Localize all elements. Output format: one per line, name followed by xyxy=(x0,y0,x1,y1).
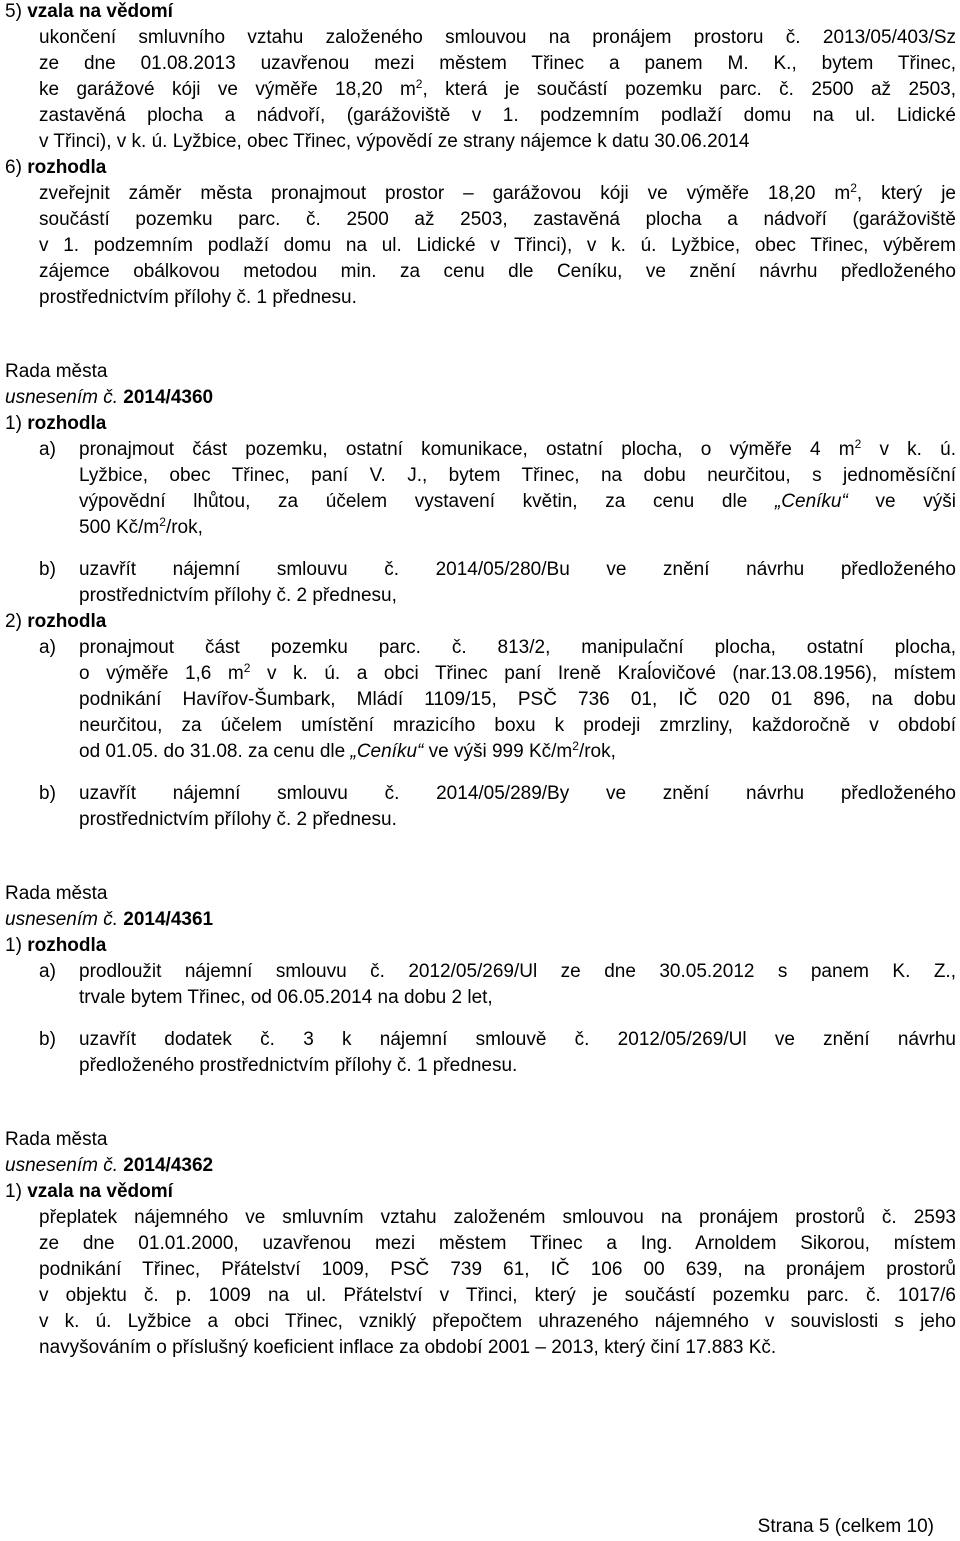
paragraph-label: a) xyxy=(39,961,56,982)
council-heading xyxy=(5,1128,107,1152)
resolution-label: usnesením č. xyxy=(5,1155,118,1176)
paragraph-line: ze dne 01.08.2013 uzavřenou mezi městem Třinec a panem M. K., bytem Třinec, xyxy=(39,53,956,74)
text-run: /rok, xyxy=(578,741,616,762)
paragraph-line: uzavřít nájemní smlouvu č. 2014/05/280/Bu ve znění návrhu předloženého xyxy=(79,559,956,580)
council-name: Rada města xyxy=(5,361,108,382)
item-number: 5) xyxy=(5,1,22,22)
item-heading xyxy=(5,1180,173,1204)
paragraph-line: ukončení smluvního vztahu založeného smlouvou na pronájem prostoru č. 2013/05/403/Sz xyxy=(39,27,956,48)
resolution-heading xyxy=(5,1154,213,1178)
line-content xyxy=(79,439,956,460)
text-run: zveřejnit záměr města pronajmout prostor – garážovou kóji ve výměře 18,20 m xyxy=(39,183,851,204)
line-content xyxy=(79,663,956,684)
text-run: v k. ú. a obci Třinec paní Ireně Kraĺovičové (nar.13.08.1956), místem xyxy=(250,663,956,684)
paragraph-line: uzavřít nájemní smlouvu č. 2014/05/289/By ve znění návrhu předloženého xyxy=(79,783,956,804)
item-heading xyxy=(5,412,106,436)
paragraph-line: prostřednictvím přílohy č. 1 přednesu. xyxy=(39,287,357,308)
item-heading-text: rozhodla xyxy=(27,611,107,632)
paragraph-line: v 1. podzemním podlaží domu na ul. Lidické v Třinci), v k. ú. Lyžbice, obec Třinec, výběrem xyxy=(39,235,956,256)
item-number: 1) xyxy=(5,1181,22,1202)
paragraph-line xyxy=(79,740,956,764)
paragraph-label: a) xyxy=(39,439,56,460)
line-content xyxy=(79,491,956,512)
paragraph-line: prostřednictvím přílohy č. 2 přednesu. xyxy=(79,809,397,830)
paragraph-line: zastavěná plocha a nádvoří, (garážoviště v 1. podzemním podlaží domu na ul. Lidické xyxy=(39,105,956,126)
resolution-heading xyxy=(5,386,213,410)
paragraph-line: přeplatek nájemného ve smluvním vztahu založeném smlouvou na pronájem prostorů č. 2593 xyxy=(39,1207,956,1228)
paragraph-line: prostřednictvím přílohy č. 2 přednesu, xyxy=(79,585,397,606)
italic-term: „Ceníku“ xyxy=(774,491,848,512)
text-run: od 01.05. do 31.08. za cenu dle xyxy=(79,741,351,762)
item-number: 1) xyxy=(5,413,22,434)
paragraph-line xyxy=(79,516,956,540)
superscript: 2 xyxy=(243,661,251,675)
item-heading-text: rozhodla xyxy=(27,935,107,956)
item-heading xyxy=(5,934,106,958)
council-name: Rada města xyxy=(5,1129,108,1150)
paragraph-line: ze dne 01.01.2000, uzavřenou mezi městem Třinec a Ing. Arnoldem Sikorou, místem xyxy=(39,1233,956,1254)
paragraph-label: b) xyxy=(39,559,56,580)
line-content xyxy=(39,79,956,100)
item-number: 6) xyxy=(5,157,22,178)
text-run: pronajmout část pozemku, ostatní komunikace, ostatní plocha, o výměře 4 m xyxy=(79,439,855,460)
item-heading xyxy=(5,610,106,634)
paragraph-line xyxy=(79,438,956,462)
council-heading xyxy=(5,360,107,384)
paragraph-line: pronajmout část pozemku parc. č. 813/2, manipulační plocha, ostatní plocha, xyxy=(79,637,956,658)
paragraph-label: b) xyxy=(39,783,56,804)
paragraph-line xyxy=(79,490,956,514)
resolution-number: 2014/4361 xyxy=(123,909,214,930)
text-run: o výměře 1,6 m xyxy=(79,663,244,684)
resolution-number: 2014/4360 xyxy=(123,387,214,408)
text-run: /rok, xyxy=(165,517,203,538)
line-content xyxy=(79,517,203,538)
paragraph-label: a) xyxy=(39,637,56,658)
item-heading-text: rozhodla xyxy=(27,413,107,434)
item-heading xyxy=(5,156,106,180)
paragraph-line: neurčitou, za účelem umístění mrazicího boxu k prodeji zmrzliny, každoročně v období xyxy=(79,715,956,736)
item-number: 1) xyxy=(5,935,22,956)
text-run: 500 Kč/m xyxy=(79,517,160,538)
resolution-label: usnesením č. xyxy=(5,387,118,408)
text-run: ve výši 999 Kč/m xyxy=(423,741,573,762)
resolution-number: 2014/4362 xyxy=(123,1155,214,1176)
superscript: 2 xyxy=(850,181,857,195)
text-run: , která je součástí pozemku parc. č. 2500 až 2503, xyxy=(422,79,956,100)
paragraph-line: podnikání Třinec, Přátelství 1009, PSČ 739 61, IČ 106 00 639, na pronájem prostorů xyxy=(39,1259,956,1280)
superscript: 2 xyxy=(415,77,423,91)
italic-term: „Ceníku“ xyxy=(350,741,424,762)
text-run: , který je xyxy=(856,183,956,204)
paragraph-line xyxy=(39,78,956,102)
superscript: 2 xyxy=(854,437,862,451)
paragraph-line: v k. ú. Lyžbice a obci Třinec, vzniklý přepočtem uhrazeného nájemného v souvislosti s jeho xyxy=(39,1311,956,1332)
paragraph-line xyxy=(39,182,956,206)
item-number: 2) xyxy=(5,611,22,632)
line-content xyxy=(39,183,956,204)
paragraph-line xyxy=(79,662,956,686)
superscript: 2 xyxy=(159,515,166,529)
text-run: ke garážové kóji ve výměře 18,20 m xyxy=(39,79,416,100)
paragraph-line: trvale bytem Třinec, od 06.05.2014 na dobu 2 let, xyxy=(79,987,493,1008)
item-heading-text: vzala na vědomí xyxy=(27,1181,173,1202)
text-run: ve výši xyxy=(847,491,956,512)
resolution-label: usnesením č. xyxy=(5,909,118,930)
council-name: Rada města xyxy=(5,883,108,904)
superscript: 2 xyxy=(572,739,579,753)
council-heading xyxy=(5,882,107,906)
paragraph-line: navyšováním o příslušný koeficient inflace za období 2001 – 2013, který činí 17.883 Kč. xyxy=(39,1337,777,1358)
paragraph-label: b) xyxy=(39,1029,56,1050)
paragraph-line: prodloužit nájemní smlouvu č. 2012/05/269/Ul ze dne 30.05.2012 s panem K. Z., xyxy=(79,961,956,982)
page-footer: Strana 5 (celkem 10) xyxy=(757,1516,934,1537)
paragraph-line: v objektu č. p. 1009 na ul. Přátelství v Třinci, který je součástí pozemku parc. č. 1017/6 xyxy=(39,1285,956,1306)
paragraph-line: uzavřít dodatek č. 3 k nájemní smlouvě č. 2012/05/269/Ul ve znění návrhu xyxy=(79,1029,956,1050)
text-run: v k. ú. xyxy=(861,439,956,460)
paragraph-line: podnikání Havířov-Šumbark, Mládí 1109/15, PSČ 736 01, IČ 020 01 896, na dobu xyxy=(79,689,956,710)
paragraph-line: Lyžbice, obec Třinec, paní V. J., bytem Třinec, na dobu neurčitou, s jednoměsíční xyxy=(79,465,956,486)
item-heading-text: vzala na vědomí xyxy=(27,1,173,22)
item-heading xyxy=(5,0,173,24)
paragraph-line: předloženého prostřednictvím přílohy č. 1 přednesu. xyxy=(79,1055,518,1076)
resolution-heading xyxy=(5,908,213,932)
paragraph-line: v Třinci), v k. ú. Lyžbice, obec Třinec, výpovědí ze strany nájemce k datu 30.06.2014 xyxy=(39,131,750,152)
text-run: výpovědní lhůtou, za účelem vystavení květin, za cenu dle xyxy=(79,491,775,512)
paragraph-line: zájemce obálkovou metodou min. za cenu dle Ceníku, ve znění návrhu předloženého xyxy=(39,261,956,282)
line-content xyxy=(79,741,616,762)
paragraph-line: součástí pozemku parc. č. 2500 až 2503, zastavěná plocha a nádvoří (garážoviště xyxy=(39,209,956,230)
item-heading-text: rozhodla xyxy=(27,157,107,178)
